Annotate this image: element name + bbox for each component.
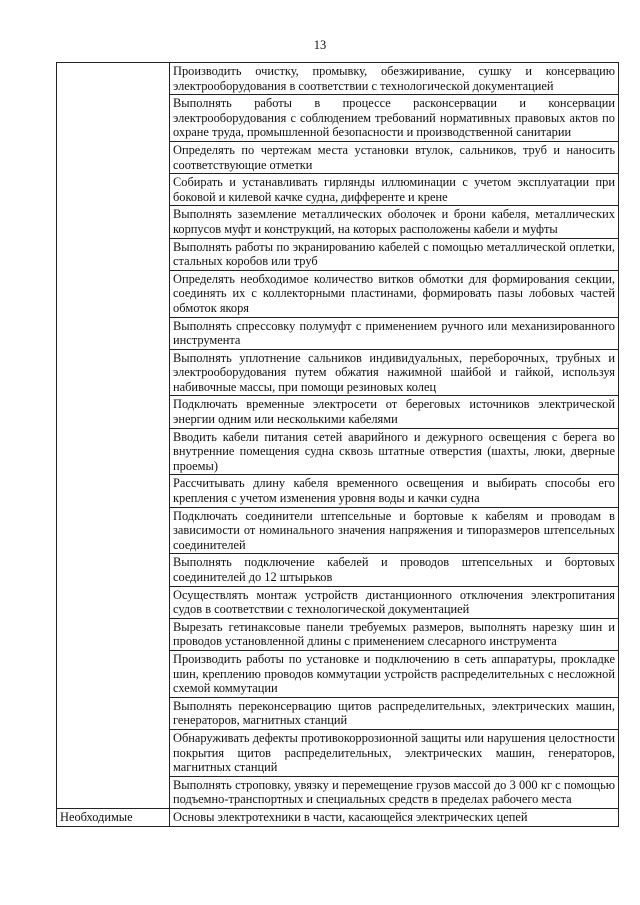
cell-text: Рассчитывать длину кабеля временного освещения и выбирать способы его крепления с учетом изменения уровня воды и качки судна <box>173 476 615 506</box>
cell-text: Производить очистку, промывку, обезжиривание, сушку и консервацию электрооборудования в соответствии с технологической документацией <box>173 64 615 93</box>
cell-text: Подключать соединители штепсельные и бортовые к кабелям и проводам в зависимости от номинального значения напряжения и типоразмеров штепсельных соединителей <box>173 508 615 552</box>
table-cell <box>170 349 619 396</box>
table-cell <box>170 63 619 95</box>
cell-text: Основы электротехники в части, касающейся электрических цепей <box>173 809 528 824</box>
table-cell <box>170 729 619 776</box>
cell-text: Выполнять спрессовку полумуфт с применением ручного или механизированного инструмента <box>173 318 615 348</box>
cell-text: Определять необходимое количество витков обмотки для формирования секции, соединять их с коллекторными пластинами, формировать пазы лобовых частей обмоток якоря <box>173 271 615 315</box>
table-cell <box>170 586 619 618</box>
cell-text: Осуществлять монтаж устройств дистанционного отключения электропитания судов в соответствии с технологической документацией <box>173 587 615 617</box>
table-cell <box>170 270 619 317</box>
cell-text: Выполнять работы по экранированию кабелей с помощью металлической оплетки, стальных коробов или труб <box>173 239 615 269</box>
requirements-table-body <box>57 63 619 827</box>
table-cell <box>170 776 619 808</box>
table-cell <box>170 650 619 697</box>
table-cell <box>170 206 619 238</box>
page-number: 13 <box>313 38 327 52</box>
table-cell <box>170 317 619 349</box>
table-row <box>57 63 619 95</box>
cell-text: Выполнять переконсервацию щитов распределительных, электрических машин, генераторов, магнитных станций <box>173 698 615 728</box>
table-cell <box>170 396 619 428</box>
table-cell <box>170 507 619 554</box>
cell-text: Выполнять строповку, увязку и перемещение грузов массой до 3 000 кг с помощью подъемно-транспортных и специальных средств в пределах рабочего места <box>173 777 615 807</box>
cell-text: Производить работы по установке и подключению в сеть аппаратуры, прокладке шин, креплению проводов коммутации устройств распределительных с несложной схемой коммутации <box>173 651 615 696</box>
cell-text: Подключать временные электросети от береговых источников электрической энергии одним или несколькими кабелями <box>173 397 615 427</box>
table-cell <box>170 428 619 475</box>
table-cell <box>170 95 619 142</box>
table-cell <box>170 238 619 270</box>
table-cell <box>170 475 619 507</box>
table-cell <box>170 141 619 173</box>
required-knowledge-label: Необходимые <box>57 808 170 826</box>
cell-text: Обнаруживать дефекты противокоррозионной защиты или нарушения целостности покрытия щитов распределительных, электрических машин, генераторов, магнитных станций <box>173 730 615 775</box>
table-cell <box>170 808 619 826</box>
cell-text: Собирать и устанавливать гирлянды иллюминации с учетом эксплуатации при боковой и килевой качке судна, дифференте и крене <box>173 175 615 204</box>
cell-text: Вырезать гетинаксовые панели требуемых размеров, выполнять нарезку шин и проводов установленной длины с применением слесарного инструмента <box>173 619 615 649</box>
cell-text: Выполнять заземление металлических оболочек и брони кабеля, металлических корпусов муфт и конструкций, на которых расположены кабели и муфты <box>173 207 615 236</box>
table-cell <box>170 174 619 206</box>
skills-label-cell <box>57 63 170 809</box>
cell-text: Выполнять подключение кабелей и проводов штепсельных и бортовых соединителей до 12 штырьков <box>173 555 615 584</box>
cell-text: Вводить кабели питания сетей аварийного и дежурного освещения с берега во внутренние помещения судна сквозь штатные отверстия (шахты, люки, дверные проемы) <box>173 429 615 473</box>
table-cell <box>170 618 619 650</box>
table-row <box>57 808 619 826</box>
requirements-table <box>56 62 619 827</box>
table-cell <box>170 554 619 586</box>
table-cell <box>170 697 619 729</box>
cell-text: Выполнять работы в процессе расконсервации и консервации электрооборудования с соблюдением требований нормативных правовых актов по охране труда, промышленной безопасности и производственной санитарии <box>173 96 615 140</box>
cell-text: Определять по чертежам места установки втулок, сальников, труб и наносить соответствующие отметки <box>173 142 615 172</box>
cell-text: Выполнять уплотнение сальников индивидуальных, переборочных, трубных и электрооборудования путем обжатия нажимной шайбой и гайкой, используя набивочные массы, при помощи резиновых колец <box>173 350 615 394</box>
